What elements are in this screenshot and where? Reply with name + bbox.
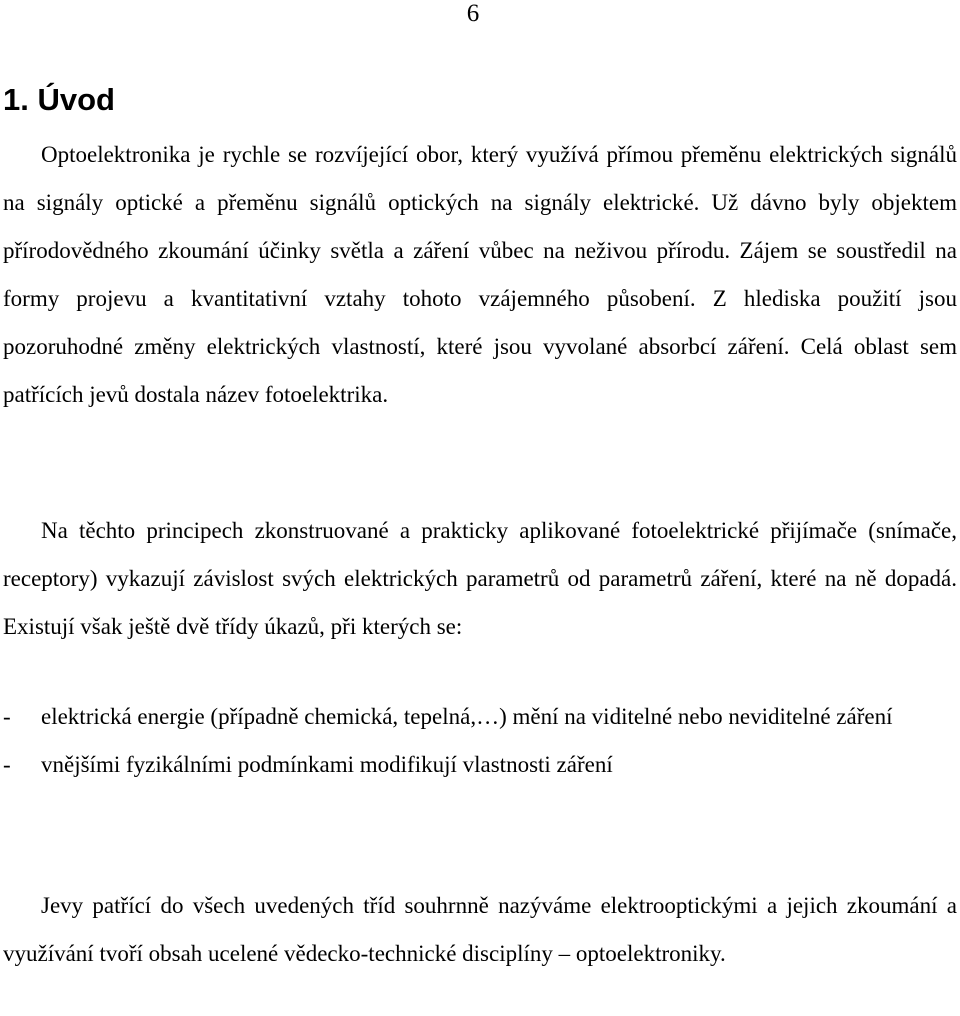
page-number: 6 bbox=[466, 0, 480, 27]
paragraph-intro: Optoelektronika je rychle se rozvíjející obor, který využívá přímou přeměnu elektrických signálů na signály optické a přeměnu signálů optických na signály elektrické. Už dávno byly objektem přírodovědného zkoumání účinky světla a záření vůbec na neživou přírodu. Zájem se soustředil na formy projevu a kvantitativní vztahy tohoto vzájemného působení. Z hlediska použití jsou pozoruhodné změny elektrických vlastností, které jsou vyvolané absorbcí záření. Celá oblast sem patřících jevů dostala název fotoelektrika. bbox=[3, 142, 957, 407]
phenomena-list bbox=[3, 693, 957, 789]
list-dash: - bbox=[3, 752, 11, 777]
list-item-text: elektrická energie (případně chemická, tepelná,…) mění na viditelné nebo neviditelné záření bbox=[41, 704, 893, 729]
list-dash: - bbox=[3, 704, 11, 729]
section-heading: 1. Úvod bbox=[3, 82, 115, 117]
list-item bbox=[3, 741, 957, 789]
list-item bbox=[3, 693, 957, 741]
paragraph-conclusion: Jevy patřící do všech uvedených tříd souhrnně nazýváme elektrooptickými a jejich zkoumání a využívání tvoří obsah ucelené vědecko-technické disciplíny – optoelektroniky. bbox=[3, 893, 957, 966]
paragraph-receivers: Na těchto principech zkonstruované a prakticky aplikované fotoelektrické přijímače (snímače, receptory) vykazují závislost svých elektrických parametrů od parametrů záření, které na ně dopadá. Existují však ještě dvě třídy úkazů, při kterých se: bbox=[3, 518, 957, 639]
list-item-text: vnějšími fyzikálními podmínkami modifikují vlastnosti záření bbox=[41, 752, 613, 777]
